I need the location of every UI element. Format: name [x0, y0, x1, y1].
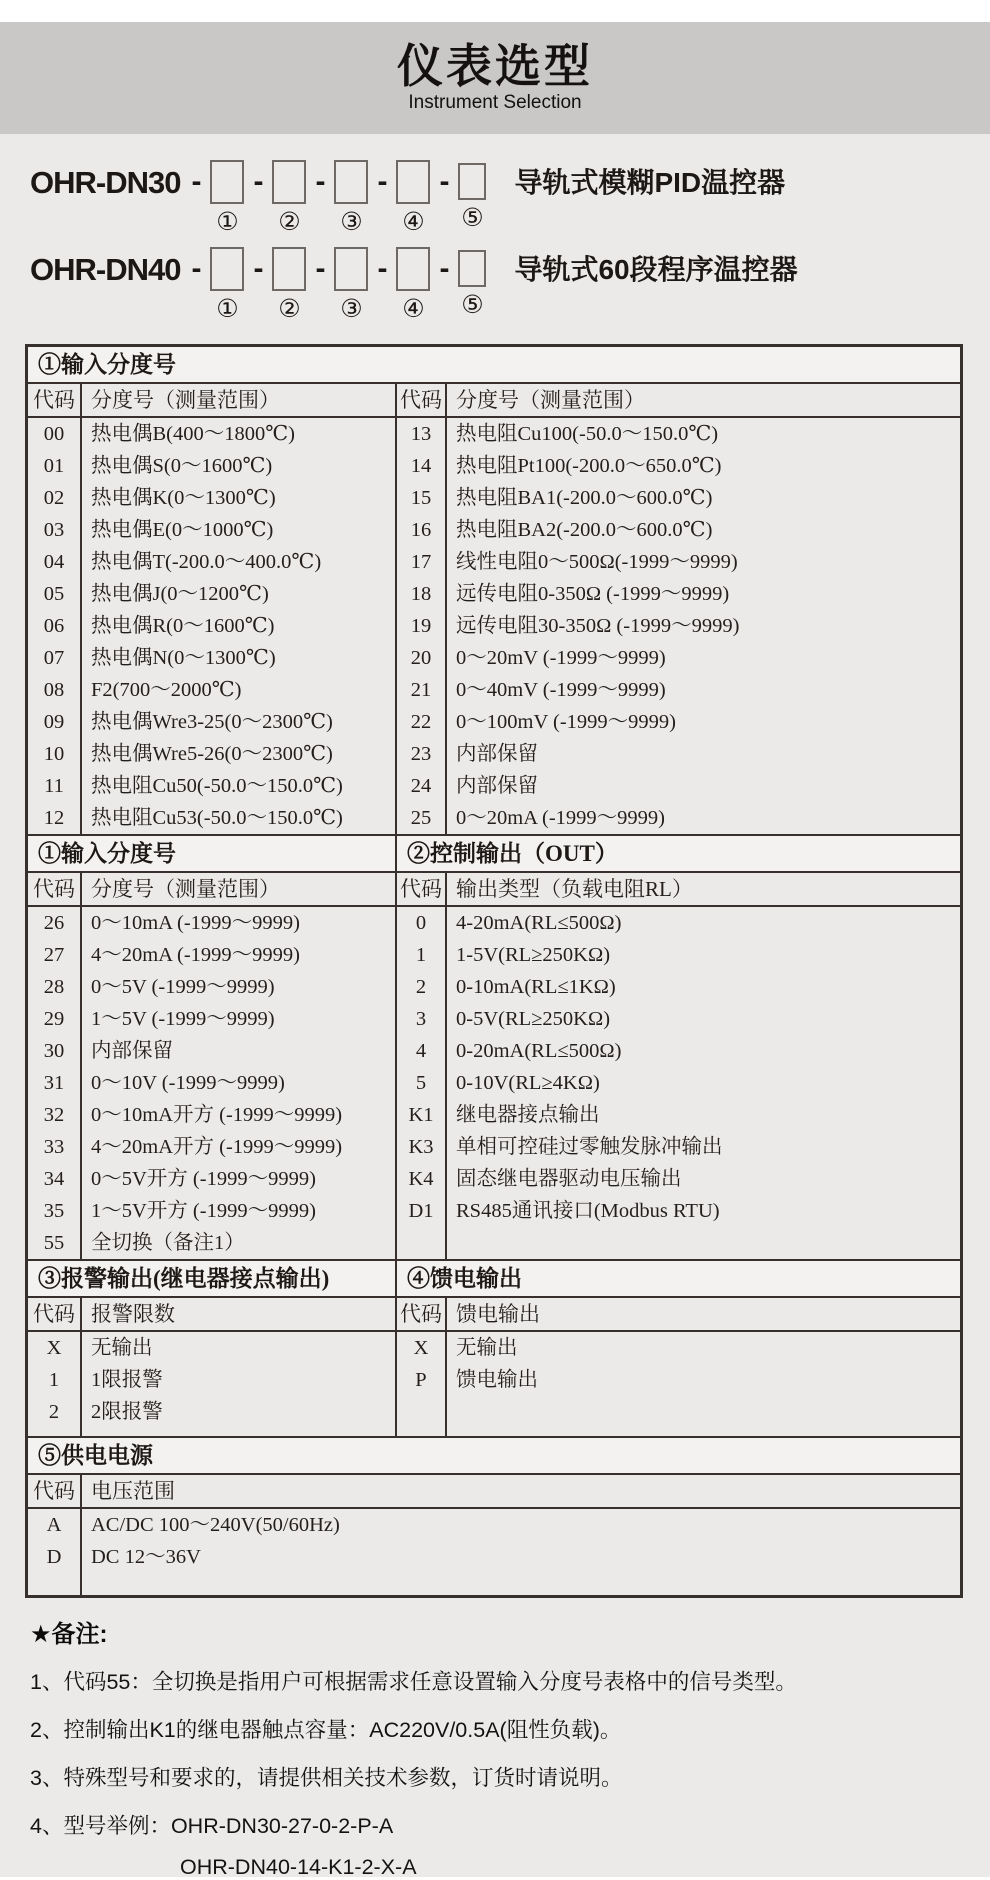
code-cell: 29: [43, 1008, 65, 1030]
code-box-column: [272, 160, 306, 235]
section1-left-headers: [28, 384, 397, 416]
remarks-section: [30, 1614, 990, 1880]
circled-digit: ⑤: [461, 291, 484, 319]
section5-title-row: [28, 1438, 960, 1475]
column-header-range: 分度号（测量范围）: [456, 388, 645, 412]
column-header-code: 代码: [33, 877, 75, 901]
page-subtitle: Instrument Selection: [408, 91, 582, 113]
dash-separator: -: [253, 252, 264, 285]
section5-title: ⑤供电电源: [38, 1443, 153, 1468]
section3-rows: [28, 1332, 397, 1436]
code-cell: P: [415, 1369, 427, 1391]
range-cell: 远传电阻30-350Ω (-1999～9999): [456, 615, 740, 637]
range-cell: 远传电阻0-350Ω (-1999～9999): [456, 583, 730, 605]
code-cell: D: [46, 1546, 62, 1568]
model-row-ohr-dn30: [30, 160, 990, 235]
code-cell: 2: [415, 976, 427, 998]
range-cell: 0～20mV (-1999～9999): [456, 647, 666, 669]
circled-digit: ⑤: [461, 204, 484, 232]
dash-separator: -: [191, 252, 202, 285]
remark-item: 4、型号举例：OHR-DN30-27-0-2-P-A: [30, 1814, 394, 1838]
section1-right-rows: [397, 418, 960, 834]
dash-separator: -: [377, 252, 388, 285]
range-cell: 0～10mA开方 (-1999～9999): [91, 1104, 343, 1126]
section2-title-row: [28, 836, 960, 873]
code-cell: 06: [43, 615, 65, 637]
section1-left-rows: [28, 418, 397, 834]
section3-title: ③报警输出(继电器接点输出): [28, 1261, 397, 1296]
code-box-column: [334, 160, 368, 235]
code-cell: 17: [410, 551, 432, 573]
section2-body: [28, 907, 960, 1261]
remarks-list: [30, 1665, 990, 1840]
section34-title-row: [28, 1261, 960, 1298]
column-header-voltage-range: 电压范围: [91, 1479, 175, 1503]
column-header-code: 代码: [33, 1479, 75, 1503]
code-box: [272, 247, 306, 291]
dash-separator: -: [439, 165, 450, 198]
model-description: 导轨式60段程序温控器: [514, 254, 798, 285]
code-cell: 34: [43, 1168, 65, 1190]
column-header-code: 代码: [33, 1302, 75, 1326]
model-prefix: OHR-DN40: [30, 252, 181, 287]
range-cell: 热电偶E(0～1000℃): [91, 519, 274, 541]
code-box: [334, 247, 368, 291]
section2-right-title: ②控制输出（OUT）: [407, 841, 618, 866]
output-type-cell: 0-10V(RL≥4KΩ): [456, 1072, 600, 1094]
range-cell: 4～20mA (-1999～9999): [91, 944, 300, 966]
range-cell: 0～100mV (-1999～9999): [456, 711, 676, 733]
column-header-feed-output: 馈电输出: [456, 1302, 540, 1326]
section5-body: [28, 1509, 960, 1595]
section1-body: [28, 418, 960, 836]
range-cell: 内部保留: [91, 1040, 173, 1062]
code-box: [210, 160, 244, 204]
model-code-unit: [182, 247, 244, 322]
model-code-unit: [182, 160, 244, 235]
code-cell: 5: [415, 1072, 427, 1094]
output-type-cell: 4-20mA(RL≤500Ω): [456, 912, 622, 934]
output-type-cell: 1-5V(RL≥250KΩ): [456, 944, 611, 966]
page-title: 仪表选型: [397, 40, 593, 93]
model-code-boxes: [182, 160, 486, 235]
code-box-column: [272, 247, 306, 322]
model-code-unit: [368, 247, 430, 322]
code-cell: 28: [43, 976, 65, 998]
range-cell: 4～20mA开方 (-1999～9999): [91, 1136, 343, 1158]
code-cell: 19: [410, 615, 432, 637]
section5-header-row: [28, 1475, 960, 1509]
code-cell: 35: [43, 1200, 65, 1222]
dash-separator: -: [377, 165, 388, 198]
column-header-output-type: 输出类型（负载电阻RL）: [456, 877, 693, 901]
code-box-column: [396, 247, 430, 322]
section1-header-row: [28, 384, 960, 418]
model-row-ohr-dn40: [30, 247, 990, 322]
range-cell: 热电阻Pt100(-200.0～650.0℃): [456, 455, 722, 477]
remark-item: 1、代码55：全切换是指用户可根据需求任意设置输入分度号表格中的信号类型。: [30, 1670, 797, 1694]
model-code-unit: [430, 247, 486, 318]
code-cell: 09: [43, 711, 65, 733]
code-cell: 4: [415, 1040, 427, 1062]
section1-title: ①输入分度号: [38, 352, 176, 377]
code-box: [210, 247, 244, 291]
range-cell: 热电阻BA1(-200.0～600.0℃): [456, 487, 713, 509]
feed-output-cell: 无输出: [456, 1337, 518, 1359]
code-box-column: [210, 160, 244, 235]
voltage-range-cell: AC/DC 100～240V(50/60Hz): [91, 1514, 340, 1536]
output-type-cell: 单相可控硅过零触发脉冲输出: [456, 1136, 723, 1158]
range-cell: 1～5V (-1999～9999): [91, 1008, 275, 1030]
remark-example-model-2: OHR-DN40-14-K1-2-X-A: [180, 1855, 417, 1879]
section2-right-rows: [397, 907, 960, 1259]
output-type-cell: 0-5V(RL≥250KΩ): [456, 1008, 611, 1030]
code-cell: 16: [410, 519, 432, 541]
output-type-cell: 0-10mA(RL≤1KΩ): [456, 976, 616, 998]
column-header-range: 分度号（测量范围）: [91, 388, 280, 412]
circled-digit: ③: [340, 295, 363, 323]
code-cell: 21: [410, 679, 432, 701]
circled-digit: ②: [278, 295, 301, 323]
section4-rows: [397, 1332, 960, 1436]
range-cell: 0～5V (-1999～9999): [91, 976, 275, 998]
dash-separator: -: [191, 165, 202, 198]
range-cell: 0～10V (-1999～9999): [91, 1072, 285, 1094]
instrument-selection-page: [0, 22, 990, 1877]
alarm-cell: 2限报警: [91, 1401, 163, 1423]
code-cell: 25: [410, 807, 432, 829]
range-cell: 0～10mA (-1999～9999): [91, 912, 300, 934]
code-cell: 04: [43, 551, 65, 573]
code-cell: 2: [48, 1401, 60, 1423]
section2-header-row: [28, 873, 960, 907]
code-cell: 01: [43, 455, 65, 477]
dash-separator: -: [315, 252, 326, 285]
code-cell: 1: [48, 1369, 60, 1391]
column-header-alarm-limits: 报警限数: [91, 1302, 175, 1326]
code-box: [396, 247, 430, 291]
code-cell: X: [413, 1337, 429, 1359]
code-cell: 30: [43, 1040, 65, 1062]
code-box-column: [210, 247, 244, 322]
code-box-column: [334, 247, 368, 322]
remark-item: 2、控制输出K1的继电器触点容量：AC220V/0.5A(阻性负载)。: [30, 1718, 622, 1742]
circled-digit: ④: [402, 295, 425, 323]
code-cell: 07: [43, 647, 65, 669]
dash-separator: -: [253, 165, 264, 198]
section34-body: [28, 1332, 960, 1438]
code-box-column: [458, 247, 486, 318]
range-cell: 1～5V开方 (-1999～9999): [91, 1200, 316, 1222]
code-box: [458, 163, 486, 200]
section2-right-headers: [397, 873, 960, 905]
code-box: [272, 160, 306, 204]
model-code-unit: [244, 160, 306, 235]
section34-header-row: [28, 1298, 960, 1332]
code-cell: 55: [43, 1232, 65, 1254]
model-code-unit: [306, 160, 368, 235]
dash-separator: -: [315, 165, 326, 198]
circled-digit: ①: [216, 208, 239, 236]
range-cell: 0～20mA (-1999～9999): [456, 807, 665, 829]
range-cell: 热电偶S(0～1600℃): [91, 455, 273, 477]
range-cell: 热电阻Cu100(-50.0～150.0℃): [456, 423, 719, 445]
code-cell: 14: [410, 455, 432, 477]
code-cell: K4: [408, 1168, 434, 1190]
range-cell: 全切换（备注1）: [91, 1232, 245, 1254]
circled-digit: ①: [216, 295, 239, 323]
model-code-unit: [306, 247, 368, 322]
alarm-cell: 1限报警: [91, 1369, 163, 1391]
code-cell: 18: [410, 583, 432, 605]
section2-left-title: ①输入分度号: [28, 836, 397, 871]
output-type-cell: 0-20mA(RL≤500Ω): [456, 1040, 622, 1062]
code-cell: 22: [410, 711, 432, 733]
model-code-unit: [430, 160, 486, 231]
range-cell: 热电偶Wre3-25(0～2300℃): [91, 711, 333, 733]
range-cell: 热电偶T(-200.0～400.0℃): [91, 551, 322, 573]
output-type-cell: RS485通讯接口(Modbus RTU): [456, 1200, 720, 1222]
code-cell: 24: [410, 775, 432, 797]
column-header-code: 代码: [400, 877, 442, 901]
section1-title-row: [28, 347, 960, 384]
range-cell: 热电阻BA2(-200.0～600.0℃): [456, 519, 713, 541]
circled-digit: ②: [278, 208, 301, 236]
alarm-cell: 无输出: [91, 1337, 153, 1359]
model-code-boxes: [182, 247, 486, 322]
column-header-code: 代码: [400, 388, 442, 412]
code-cell: 03: [43, 519, 65, 541]
range-cell: 内部保留: [456, 743, 538, 765]
code-cell: 02: [43, 487, 65, 509]
remark-item: 3、特殊型号和要求的，请提供相关技术参数，订货时请说明。: [30, 1766, 623, 1790]
code-box: [334, 160, 368, 204]
code-cell: 10: [43, 743, 65, 765]
model-description: 导轨式模糊PID温控器: [514, 167, 786, 198]
column-header-range: 分度号（测量范围）: [91, 877, 280, 901]
remarks-heading: ★备注:: [30, 1621, 108, 1648]
code-box: [458, 250, 486, 287]
feed-output-cell: 馈电输出: [456, 1369, 538, 1391]
voltage-range-cell: DC 12～36V: [91, 1546, 201, 1568]
range-cell: F2(700～2000℃): [91, 679, 242, 701]
code-box: [396, 160, 430, 204]
code-cell: 23: [410, 743, 432, 765]
code-cell: 26: [43, 912, 65, 934]
code-cell: 00: [43, 423, 65, 445]
range-cell: 0～40mV (-1999～9999): [456, 679, 666, 701]
code-cell: K3: [408, 1136, 434, 1158]
column-header-code: 代码: [400, 1302, 442, 1326]
range-cell: 线性电阻0～500Ω(-1999～9999): [456, 551, 738, 573]
range-cell: 热电偶R(0～1600℃): [91, 615, 275, 637]
range-cell: 热电偶K(0～1300℃): [91, 487, 276, 509]
code-cell: A: [46, 1514, 62, 1536]
code-cell: K1: [408, 1104, 434, 1126]
range-cell: 热电阻Cu50(-50.0～150.0℃): [91, 775, 343, 797]
code-cell: X: [46, 1337, 62, 1359]
section4-title: ④馈电输出: [407, 1266, 522, 1291]
model-code-diagrams: [30, 160, 990, 322]
code-cell: 20: [410, 647, 432, 669]
column-header-code: 代码: [33, 388, 75, 412]
section4-headers: [397, 1298, 960, 1330]
code-cell: 32: [43, 1104, 65, 1126]
code-box-column: [396, 160, 430, 235]
output-type-cell: 固态继电器驱动电压输出: [456, 1168, 682, 1190]
section2-left-headers: [28, 873, 397, 905]
code-cell: 33: [43, 1136, 65, 1158]
range-cell: 热电阻Cu53(-50.0～150.0℃): [91, 807, 343, 829]
model-code-unit: [244, 247, 306, 322]
code-cell: 13: [410, 423, 432, 445]
code-cell: 11: [44, 775, 64, 797]
code-cell: 1: [415, 944, 427, 966]
code-cell: 08: [43, 679, 65, 701]
model-prefix: OHR-DN30: [30, 165, 181, 200]
section1-right-headers: [397, 384, 960, 416]
output-type-cell: 继电器接点输出: [456, 1104, 600, 1126]
circled-digit: ④: [402, 208, 425, 236]
code-cell: 05: [43, 583, 65, 605]
code-cell: 12: [43, 807, 65, 829]
code-cell: 15: [410, 487, 432, 509]
range-cell: 热电偶N(0～1300℃): [91, 647, 276, 669]
code-cell: 3: [415, 1008, 427, 1030]
range-cell: 内部保留: [456, 775, 538, 797]
circled-digit: ③: [340, 208, 363, 236]
code-box-column: [458, 160, 486, 231]
dash-separator: -: [439, 252, 450, 285]
range-cell: 热电偶B(400～1800℃): [91, 423, 296, 445]
code-cell: 27: [43, 944, 65, 966]
range-cell: 热电偶Wre5-26(0～2300℃): [91, 743, 333, 765]
range-cell: 热电偶J(0～1200℃): [91, 583, 269, 605]
section3-headers: [28, 1298, 397, 1330]
section2-left-rows: [28, 907, 397, 1259]
page-banner: [0, 22, 990, 134]
code-cell: 0: [415, 912, 427, 934]
code-cell: 31: [43, 1072, 65, 1094]
range-cell: 0～5V开方 (-1999～9999): [91, 1168, 316, 1190]
selection-table: [25, 344, 963, 1598]
model-code-unit: [368, 160, 430, 235]
code-cell: D1: [408, 1200, 434, 1222]
